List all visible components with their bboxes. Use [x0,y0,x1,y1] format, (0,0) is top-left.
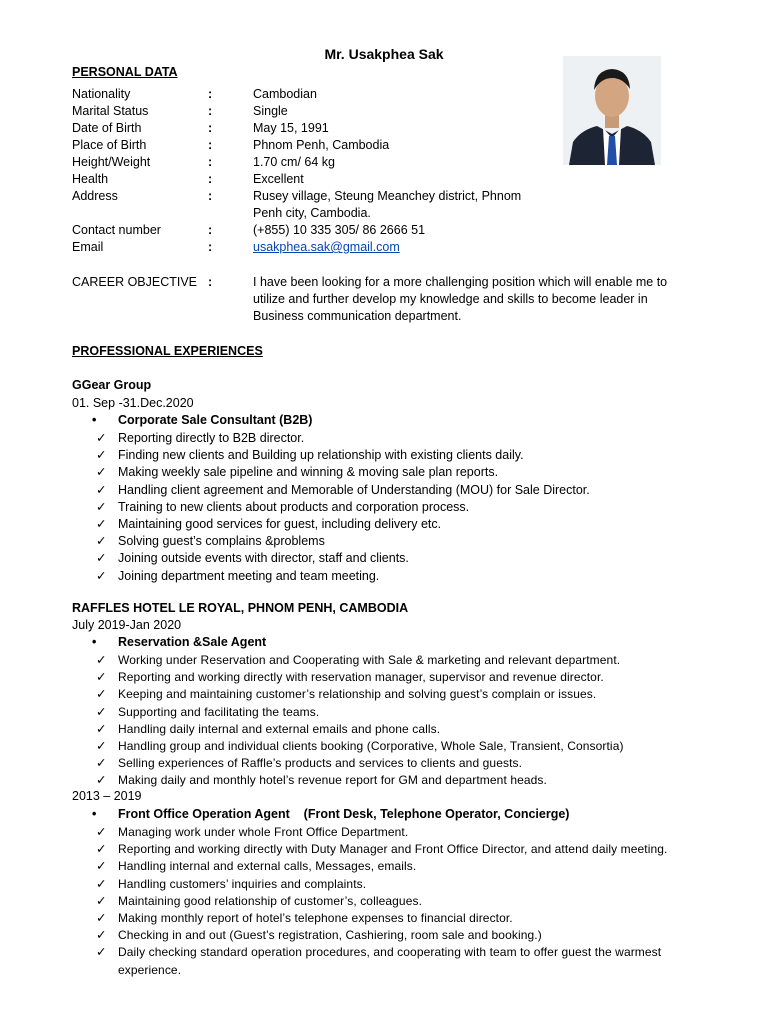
career-objective-text [253,274,667,325]
field-label: Date of Birth [72,121,142,135]
list-item: ✓ Managing work under whole Front Office Department. [96,824,696,841]
employment-period: 2013 – 2019 [72,789,142,803]
field-colon: : [208,275,213,289]
bullet-icon: • [92,807,97,821]
list-item: ✓ Maintaining good services for guest, including delivery etc. [96,516,696,533]
field-colon: : [208,189,213,203]
list-item: ✓ Handling client agreement and Memorable of Understanding (MOU) for Sale Director. [96,482,696,499]
check-icon: ✓ [96,876,107,891]
check-icon: ✓ [96,448,107,463]
field-value-continued: Penh city, Cambodia. [253,206,371,220]
company-name: GGear Group [72,378,152,392]
check-icon: ✓ [96,465,107,480]
field-value: Single [253,104,288,118]
job-duties-list [96,652,696,790]
field-label: Email [72,240,104,254]
list-item: ✓ Handling customers’ inquiries and complaints. [96,876,696,893]
job-title-text: Corporate Sale Consultant (B2B) [118,413,313,427]
check-icon: ✓ [96,825,107,839]
field-label: Nationality [72,87,131,101]
check-icon: ✓ [96,859,107,874]
field-colon: : [208,87,213,101]
field-value: Phnom Penh, Cambodia [253,138,390,152]
check-icon: ✓ [96,517,107,532]
job-title-detail: (Front Desk, Telephone Operator, Concierge) [303,807,570,821]
list-item: ✓ Handling group and individual clients booking (Corporative, Whole Sale, Transient, Consortia) [96,738,696,755]
list-item: ✓ Selling experiences of Raffle’s products and services to clients and guests. [96,755,696,772]
career-objective-label: CAREER OBJECTIVE [72,275,198,289]
field-label: Contact number [72,223,161,237]
field-label: Marital Status [72,104,149,118]
field-colon: : [208,138,213,152]
job-title-text: Reservation &Sale Agent [118,635,267,649]
field-value: (+855) 10 335 305/ 86 2666 51 [253,223,426,237]
list-item: ✓ Daily checking standard operation procedures, and cooperating with team to offer guest the warmest experience. [96,945,662,977]
list-item: ✓ Solving guest’s complains &problems [96,533,696,550]
check-icon: ✓ [96,756,107,771]
check-icon: ✓ [96,499,107,514]
field-colon: : [208,121,213,135]
check-icon: ✓ [96,431,107,445]
career-objective-line: Business communication department. [253,309,462,323]
check-icon: ✓ [96,568,107,583]
list-item: ✓ Checking in and out (Guest’s registration, Cashiering, room sale and booking.) [96,927,696,944]
employment-period: 01. Sep -31.Dec.2020 [72,396,194,410]
check-icon: ✓ [96,482,107,497]
field-value: Cambodian [253,87,317,101]
bullet-icon: • [92,413,97,427]
field-value: May 15, 1991 [253,121,329,135]
check-icon: ✓ [96,893,107,908]
field-colon: : [208,104,213,118]
list-item: ✓ Making weekly sale pipeline and winning & moving sale plan reports. [96,464,696,481]
field-colon: : [208,172,213,186]
field-value: 1.70 cm/ 64 kg [253,155,335,169]
personal-data-heading: PERSONAL DATA [72,65,178,79]
candidate-name: Mr. Usakphea Sak [324,46,444,62]
job-duties-list [96,824,696,979]
list-item: ✓ Making daily and monthly hotel’s revenue report for GM and department heads. [96,772,696,789]
profile-photo [563,56,661,165]
email-link[interactable]: usakphea.sak@gmail.com [253,240,400,254]
check-icon: ✓ [96,945,107,960]
field-label: Health [72,172,109,186]
career-objective-line: utilize and further develop my knowledge and skills to become leader in [253,292,648,306]
check-icon: ✓ [96,911,107,926]
check-icon: ✓ [96,739,107,754]
bullet-icon: • [92,635,97,649]
field-label: Address [72,189,118,203]
list-item: ✓ Training to new clients about products and corporation process. [96,499,696,516]
list-item: ✓ Supporting and facilitating the teams. [96,704,696,721]
list-item: ✓ Reporting and working directly with reservation manager, supervisor and revenue director. [96,669,696,686]
list-item: ✓ Handling daily internal and external emails and phone calls. [96,721,696,738]
check-icon: ✓ [96,551,107,566]
list-item: ✓ Handling internal and external calls, Messages, emails. [96,858,696,875]
job-duties-list [96,430,696,585]
field-value: Rusey village, Steung Meanchey district, Phnom [253,189,522,203]
list-item: ✓ Joining outside events with director, staff and clients. [96,550,696,567]
field-label: Place of Birth [72,138,147,152]
check-icon: ✓ [96,670,107,685]
profile-photo-image [563,56,661,165]
list-item: ✓ Reporting and working directly with Duty Manager and Front Office Director, and attend daily meeting. [96,841,696,858]
check-icon: ✓ [96,773,107,788]
list-item: ✓ Joining department meeting and team meeting. [96,568,696,585]
check-icon: ✓ [96,687,107,702]
field-label: Height/Weight [72,155,151,169]
field-colon: : [208,223,213,237]
check-icon: ✓ [96,842,107,857]
company-name: RAFFLES HOTEL LE ROYAL, PHNOM PENH, CAMBODIA [72,601,409,615]
check-icon: ✓ [96,653,107,667]
list-item: ✓ Reporting directly to B2B director. [96,430,696,447]
job-title-text: Front Office Operation Agent [118,807,290,821]
check-icon: ✓ [96,704,107,719]
professional-experiences-heading: PROFESSIONAL EXPERIENCES [72,344,263,358]
employment-period: July 2019-Jan 2020 [72,618,182,632]
list-item: ✓ Finding new clients and Building up relationship with existing clients daily. [96,447,696,464]
check-icon: ✓ [96,721,107,736]
list-item: ✓ Maintaining good relationship of customer’s, colleagues. [96,893,696,910]
list-item: ✓ Keeping and maintaining customer’s relationship and solving guest’s complain or issues. [96,686,696,703]
field-value: Excellent [253,172,304,186]
field-colon: : [208,155,213,169]
field-colon: : [208,240,213,254]
list-item: ✓ Making monthly report of hotel’s telephone expenses to financial director. [96,910,696,927]
check-icon: ✓ [96,928,107,943]
career-objective-line: I have been looking for a more challenging position which will enable me to [253,275,668,289]
check-icon: ✓ [96,534,107,549]
list-item: ✓ Working under Reservation and Cooperating with Sale & marketing and relevant department. [96,652,696,669]
